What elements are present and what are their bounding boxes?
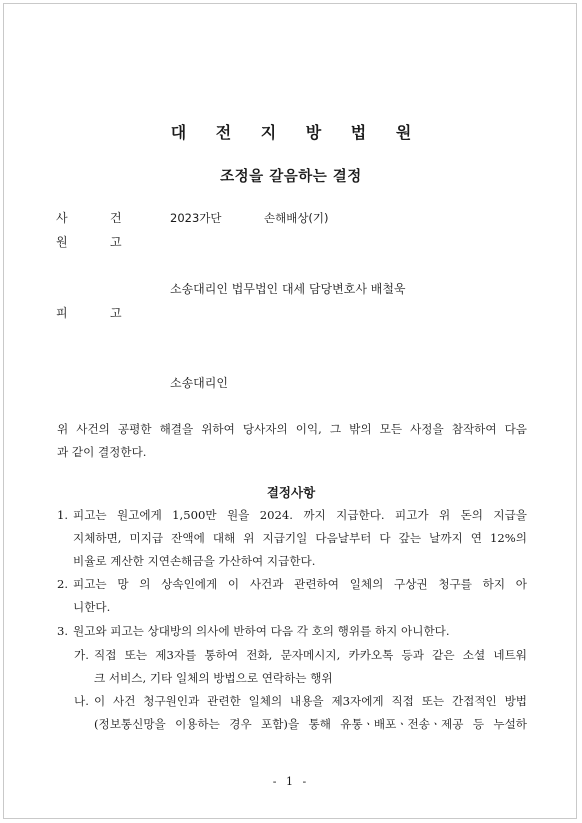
page-number: - 1 -: [272, 775, 310, 788]
case-number: 2023가단: [170, 211, 222, 225]
plaintiff-label-first-char: 원: [56, 235, 68, 249]
item-2-line-2: 니한다.: [73, 600, 111, 614]
decision-heading: 결정사항: [266, 485, 316, 500]
item-1-line-1: 피고는 원고에게 1,500만 원을 2024. 까지 지급한다. 피고가 위 돈의 지급을: [73, 508, 527, 522]
intro-paragraph: [57, 418, 527, 464]
plaintiff-counsel: 소송대리인 법무법인 대세 담당변호사 배철욱: [170, 282, 406, 296]
item-number: 2.: [57, 577, 69, 591]
case-label-first-char: 사: [56, 211, 68, 225]
item-3-line-1: 원고와 피고는 상대방의 의사에 반하여 다음 각 호의 행위를 하지 아니한다.: [73, 624, 450, 638]
sub-item-a-line-2: 크 서비스, 기타 일체의 방법으로 연락하는 행위: [94, 671, 333, 685]
sub-item-b-line-1: 이 사건 청구원인과 관련한 일체의 내용을 제3자에게 직접 또는 간접적인 방법: [94, 694, 527, 708]
item-1-line-2: 지체하면, 미지급 잔액에 대해 위 지급기일 다음날부터 다 갚는 날까지 연 12%의: [73, 531, 527, 545]
document-title: 조정을 갈음하는 결정: [220, 169, 362, 185]
sub-item-b-line-2: (정보통신망을 이용하는 경우 포함)을 통해 유통ㆍ배포ㆍ전송ㆍ제공 등 누설하: [94, 717, 527, 731]
sub-item-number: 가.: [74, 648, 89, 662]
defendant-label-second-char: 고: [110, 306, 122, 320]
plaintiff-label-second-char: 고: [110, 235, 122, 249]
item-number: 3.: [57, 624, 69, 638]
defendant-label-first-char: 피: [56, 306, 68, 320]
intro-line-1: 위 사건의 공평한 해결을 위하여 당사자의 이익, 그 밖의 모든 사정을 참작하여 다음: [57, 422, 527, 436]
sub-item-a-line-1: 직접 또는 제3자를 통하여 전화, 문자메시지, 카카오톡 등과 같은 소셜 네트워: [94, 648, 527, 662]
court-name: 대 전 지 방 법 원: [170, 123, 424, 142]
intro-line-2: 과 같이 결정한다.: [57, 445, 147, 459]
case-label-second-char: 건: [110, 211, 122, 225]
case-name: 손해배상(기): [264, 211, 329, 225]
item-2-line-1: 피고는 망 의 상속인에게 이 사건과 관련하여 일체의 구상권 청구를 하지 아: [73, 577, 527, 591]
defendant-counsel: 소송대리인: [170, 376, 228, 390]
sub-item-number: 나.: [74, 694, 89, 708]
item-number: 1.: [57, 508, 69, 522]
item-1-line-3: 비율로 계산한 지연손해금을 가산하여 지급한다.: [73, 554, 316, 568]
